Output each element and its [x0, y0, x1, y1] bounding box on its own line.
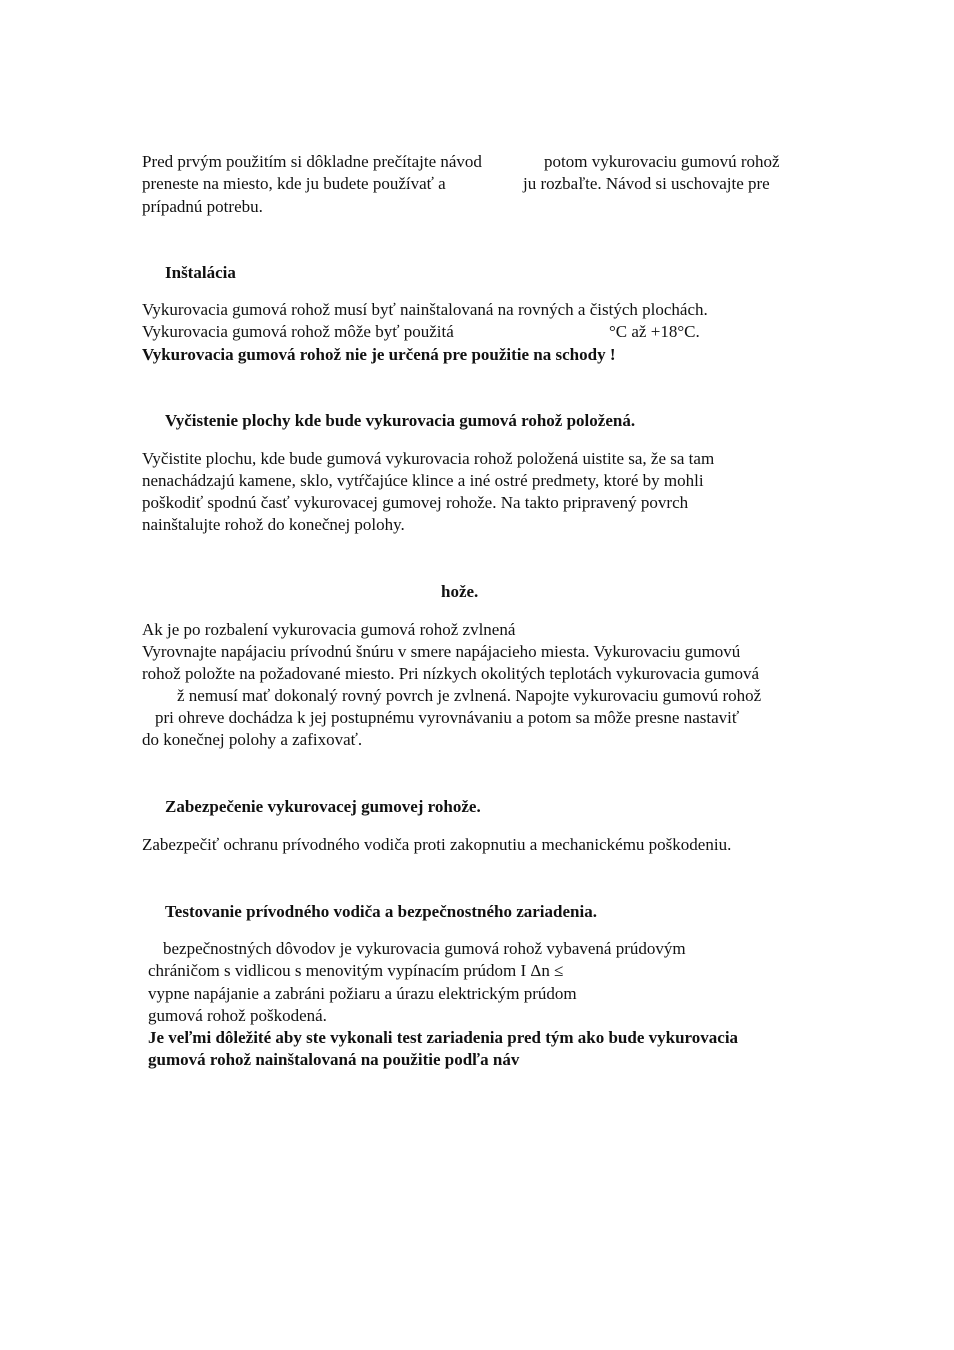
testing-line-4: gumová rohož poškodená.	[148, 1006, 327, 1025]
installation-warning: Vykurovacia gumová rohož nie je určená pre použitie na schody !	[142, 345, 616, 364]
cleaning-line-3: poškodiť spodnú časť vykurovacej gumovej rohože. Na takto pripravený povrch	[142, 493, 689, 512]
placement-line-2: Vyrovnajte napájaciu prívodnú šnúru v smere napájacieho miesta. Vykurovaciu gumovú	[142, 642, 741, 661]
cleaning-line-1: Vyčistite plochu, kde bude gumová vykurovacia rohož položená uistite sa, že sa tam	[142, 449, 715, 468]
placement-line-3: rohož položte na požadované miesto. Pri nízkych okolitých teplotách vykurovacia gumová	[142, 664, 760, 683]
testing-line-2: chráničom s vidlicou s menovitým vypínacím prúdom I Δn ≤	[148, 961, 564, 980]
placement-line-4: ž nemusí mať dokonalý rovný povrch je zvlnená. Napojte vykurovaciu gumovú rohož	[177, 686, 762, 705]
installation-heading: Inštalácia	[165, 263, 236, 282]
installation-line-1: Vykurovacia gumová rohož musí byť nainštalovaná na rovných a čistých plochách.	[142, 300, 708, 319]
testing-line-3: vypne napájanie a zabráni požiaru a úrazu elektrickým prúdom	[148, 984, 577, 1003]
intro-line-1a: Pred prvým použitím si dôkladne prečítajte návod	[142, 152, 482, 171]
placement-line-1: Ak je po rozbalení vykurovacia gumová rohož zvlnená	[142, 620, 516, 639]
intro-line-2b: ju rozbaľte. Návod si uschovajte pre	[523, 174, 770, 193]
placement-heading: hože.	[441, 582, 479, 601]
cleaning-line-4: nainštalujte rohož do konečnej polohy.	[142, 515, 405, 534]
testing-line-1: bezpečnostných dôvodov je vykurovacia gumová rohož vybavená prúdovým	[163, 939, 686, 958]
testing-important-line-2: gumová rohož nainštalovaná na použitie podľa náv	[148, 1050, 520, 1069]
securing-heading: Zabezpečenie vykurovacej gumovej rohože.	[165, 797, 481, 816]
intro-line-2a: preneste na miesto, kde ju budete používať a	[142, 174, 446, 193]
testing-heading: Testovanie prívodného vodiča a bezpečnostného zariadenia.	[165, 902, 597, 921]
cleaning-heading: Vyčistenie plochy kde bude vykurovacia gumová rohož položená.	[165, 411, 636, 430]
securing-line-1: Zabezpečiť ochranu prívodného vodiča proti zakopnutiu a mechanickému poškodeniu.	[142, 835, 732, 854]
intro-line-1b: potom vykurovaciu gumovú rohož	[544, 152, 780, 171]
placement-line-6: do konečnej polohy a zafixovať.	[142, 730, 363, 749]
intro-line-3: prípadnú potrebu.	[142, 197, 263, 216]
testing-important-line-1: Je veľmi dôležité aby ste vykonali test zariadenia pred tým ako bude vykurovacia	[148, 1028, 739, 1047]
placement-line-5: pri ohreve dochádza k jej postupnému vyrovnávaniu a potom sa môže presne nastaviť	[155, 708, 740, 727]
cleaning-line-2: nenachádzajú kamene, sklo, vytŕčajúce klince a iné ostré predmety, ktoré by mohli	[142, 471, 704, 490]
installation-line-2b: °C až +18°C.	[609, 322, 700, 341]
installation-line-2a: Vykurovacia gumová rohož môže byť použitá	[142, 322, 454, 341]
